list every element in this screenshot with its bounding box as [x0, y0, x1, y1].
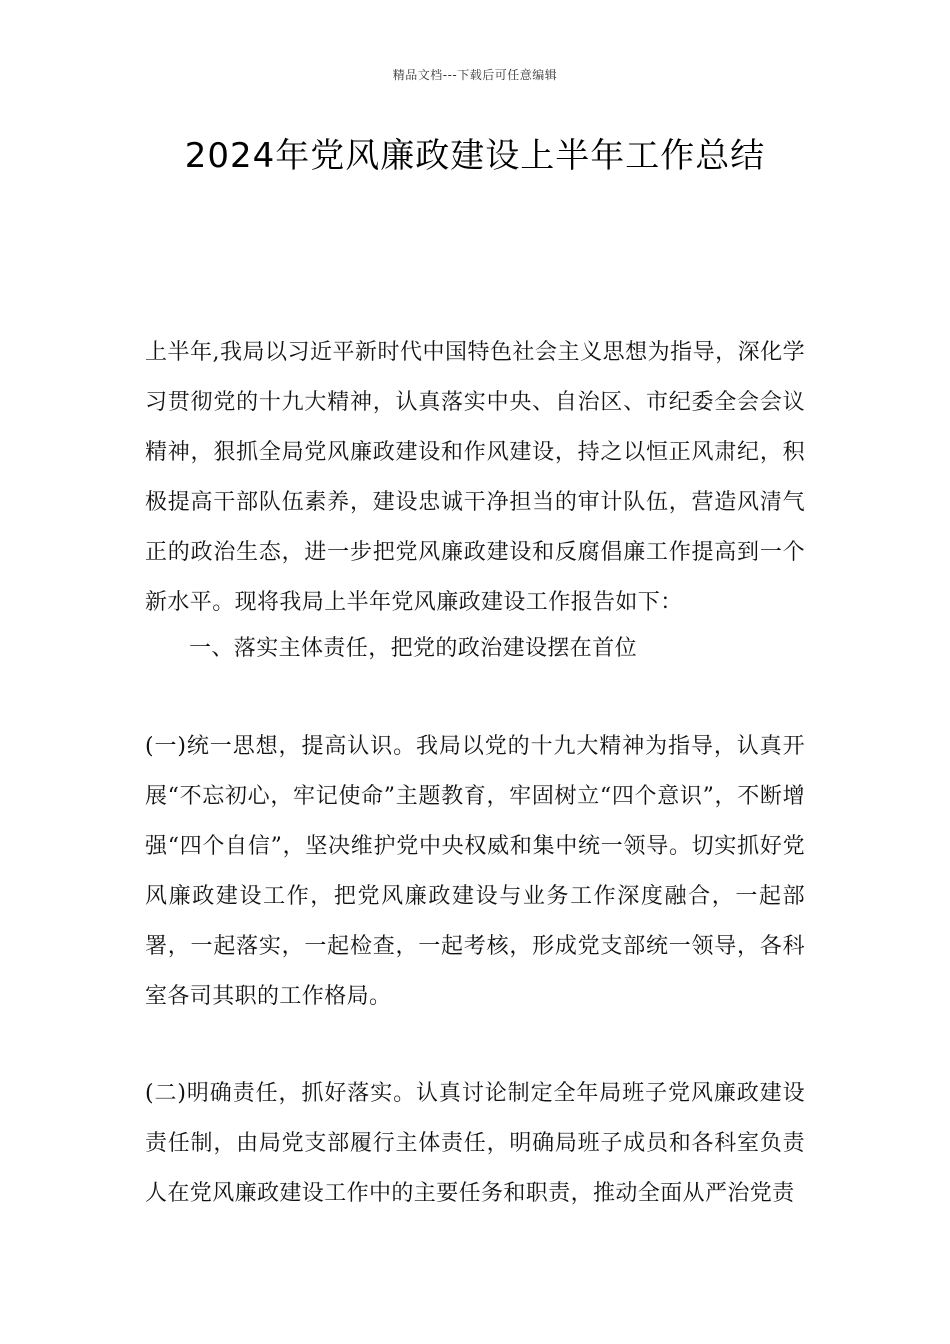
header-note: 精品文档---下载后可任意编辑	[392, 68, 558, 82]
item-paragraph-2: (二)明确责任，抓好落实。认真讨论制定全年局班子党风廉政建设责任制，由局党支部履行主体责任，明确局班子成员和各科室负责人在党风廉政建设工作中的主要任务和职责，推动全面从严治党责	[145, 1081, 805, 1206]
document-title: 2024年党风廉政建设上半年工作总结	[184, 136, 766, 176]
item-paragraph-1: (一)统一思想，提高认识。我局以党的十九大精神为指导，认真开展“不忘初心，牢记使命”主题教育，牢固树立“四个意识”，不断增强“四个自信”，坚决维护党中央权威和集中统一领导。切实抓好党风廉政建设工作，把党风廉政建设与业务工作深度融合，一起部署，一起落实，一起检查，一起考核，形成党支部统一领导，各科室各司其职的工作格局。	[145, 734, 805, 1009]
intro-paragraph: 上半年,我局以习近平新时代中国特色社会主义思想为指导，深化学习贯彻党的十九大精神，认真落实中央、自治区、市纪委全会会议精神，狠抓全局党风廉政建设和作风建设，持之以恒正风肃纪，积极提高干部队伍素养，建设忠诚干净担当的审计队伍，营造风清气正的政治生态，进一步把党风廉政建设和反腐倡廉工作提高到一个新水平。现将我局上半年党风廉政建设工作报告如下：	[145, 340, 805, 615]
section-heading: 一、落实主体责任，把党的政治建设摆在首位	[189, 636, 638, 661]
